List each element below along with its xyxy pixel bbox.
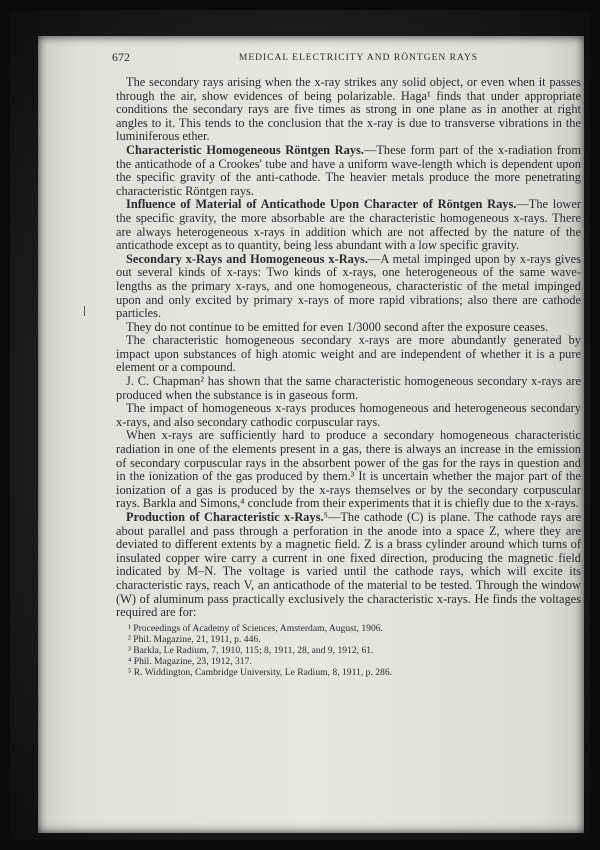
paragraph [116,198,581,252]
book-page [38,36,584,833]
paragraph [116,511,581,620]
paragraph [116,76,581,144]
section-heading: Characteristic Homogeneous Röntgen Rays. [126,142,364,157]
paragraph [116,334,581,375]
section-heading: Secondary x-Rays and Homogeneous x-Rays. [126,251,368,266]
paragraph-text: The impact of homogeneous x-rays produces homogeneous and heterogeneous secondary x-rays, and also secondary cathodic corpuscular rays. [116,401,581,429]
paragraph [116,429,581,511]
footnotes [116,623,581,678]
body-text [116,76,581,620]
paragraph-text: ⁵—The cathode (C) is plane. The cathode rays are about parallel and pass through a perforation in the anode into a space Z, where they are deviated to different extents by a magnetic field. Z is a brass cylinder around which turns of insulated copper wire carry a current in one fixed direction, producing the magnetic field indicated by M–N. The voltage is varied until the cathode rays, which will excite its characteristic rays, reach V, an anticathode of the material to be tested. Through the window (W) of aluminum pass practically exclusively the characteristic x-rays. He finds the voltages required are for: [116,510,581,620]
paragraph [116,253,581,321]
paragraph-text: —The lower the specific gravity, the more absorbable are the characteristic homogeneous x-rays. There are always heterogeneous x-rays in addition which are not affected by the nature of the anticathode except as to quantity, being less abundant with a low specific gravity. [116,197,581,253]
paragraph-text: They do not continue to be emitted for even 1/3000 second after the exposure ceases. [126,319,549,334]
footnote: ¹ Proceedings of Academy of Sciences, Amsterdam, August, 1906. [128,622,383,634]
paragraph [116,402,581,429]
footnote: ⁵ R. Widdington, Cambridge University, Le Radium, 8, 1911, p. 286. [128,666,393,678]
paragraph-text: J. C. Chapman² has shown that the same characteristic homogeneous secondary x-rays are produced when the substance is in gaseous form. [116,374,581,402]
page-content [112,50,581,678]
paragraph-text: —These form part of the x-radiation from the anticathode of a Crookes' tube and have a uniform wave-length which is dependent upon the specific gravity of the anti-cathode. The heavier metals produce the more penetrating characteristic Röntgen rays. [116,142,581,198]
section-heading: Influence of Material of Anticathode Upon Character of Röntgen Rays. [126,197,517,212]
running-title: MEDICAL ELECTRICITY AND RÖNTGEN RAYS [238,53,479,63]
paragraph-text: The characteristic homogeneous secondary x-rays are more abundantly generated by impact upon substances of high atomic weight and are independent of whether it is a pure element or a compound. [116,333,581,375]
footnote: ³ Barkla, Le Radium, 7, 1910, 115; 8, 1911, 28, and 9, 1912, 61. [128,644,374,656]
paragraph [116,144,581,198]
paragraph-text: —A metal impinged upon by x-rays gives out several kinds of x-rays: Two kinds of x-rays, one heterogeneous of the same wave-lengths as the primary x-rays, and one homogeneous, characteristic of the metal impinged upon and only excited by primary x-rays of more rapid vibrations; also there are cathode particles. [116,251,581,321]
footnote: ⁴ Phil. Magazine, 23, 1912, 317. [128,655,252,667]
paragraph-text: The secondary rays arising when the x-ray strikes any solid object, or even when it passes through the air, show evidences of being polarizable. Haga¹ finds that under appropriate conditions the secondary rays are five times as strong in one plane as in another at right angles to it. This tends to the conclusion that the x-ray is due to transverse vibrations in the luminiferous ether. [116,75,581,144]
margin-mark [84,306,85,316]
paragraph [116,321,581,335]
paragraph-text: When x-rays are sufficiently hard to produce a secondary homogeneous characteristic radiation in one of the elements present in a gas, there is always an increase in the emission of secondary corpuscular rays in the absorbent power of the gas for the rays in question and in the ionization of the gas produced by them.³ It is uncertain whether the major part of the ionization of a gas is produced by the x-rays themselves or by the secondary corpuscular rays. Barkla and Simons,⁴ conclude from their experiments that it is chiefly due to the x-rays. [116,428,581,511]
photo-frame [10,10,590,840]
paragraph [116,375,581,402]
page-header [112,50,581,71]
footnote: ² Phil. Magazine, 21, 1911, p. 446. [128,633,261,645]
page-number: 672 [112,50,130,64]
section-heading: Production of Characteristic x-Rays. [126,510,324,524]
